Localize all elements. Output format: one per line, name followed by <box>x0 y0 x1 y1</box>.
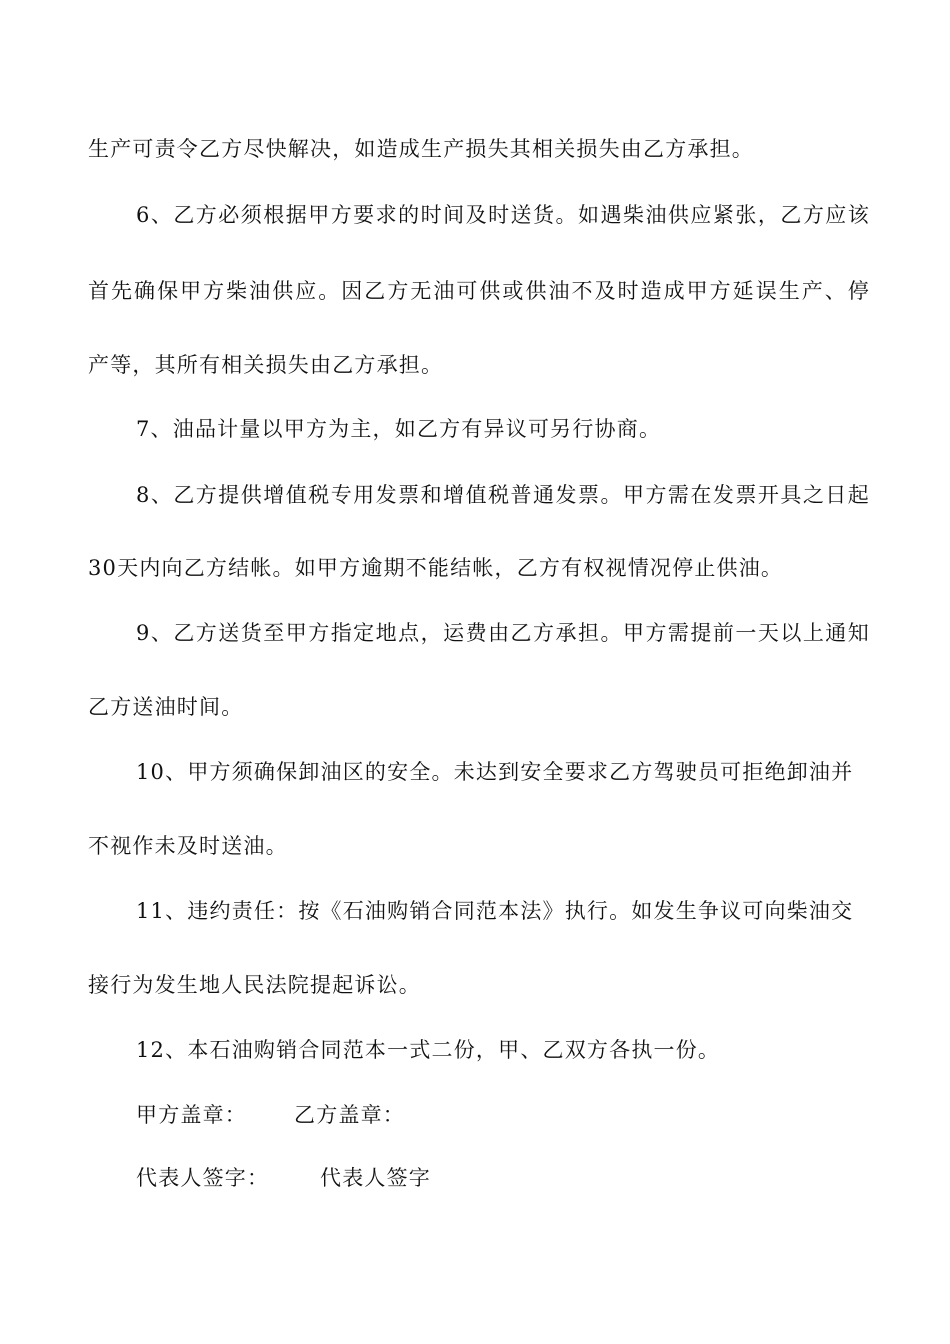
paragraph-line: 7、油品计量以甲方为主，如乙方有异议可另行协商。 <box>136 417 662 441</box>
paragraph-line: 产等，其所有相关损失由乙方承担。 <box>88 353 444 377</box>
party-a-representative-label: 代表人签字： <box>136 1166 270 1190</box>
paragraph-line: 9、乙方送货至甲方指定地点，运费由乙方承担。甲方需提前一天以上通知 <box>136 621 870 645</box>
paragraph-line: 6、乙方必须根据甲方要求的时间及时送货。如遇柴油供应紧张，乙方应该 <box>136 203 870 227</box>
paragraph-line: 8、乙方提供增值税专用发票和增值税普通发票。甲方需在发票开具之日起 <box>136 483 870 507</box>
paragraph-line: 乙方送油时间。 <box>88 695 244 719</box>
paragraph-line: 不视作未及时送油。 <box>88 834 288 858</box>
paragraph-line: 10、甲方须确保卸油区的安全。未达到安全要求乙方驾驶员可拒绝卸油并 <box>136 760 854 784</box>
party-a-seal-label: 甲方盖章： <box>136 1103 247 1127</box>
paragraph-line: 生产可责令乙方尽快解决，如造成生产损失其相关损失由乙方承担。 <box>88 137 754 161</box>
party-b-representative-label: 代表人签字 <box>320 1166 431 1190</box>
paragraph-line: 30天内向乙方结帐。如甲方逾期不能结帐，乙方有权视情况停止供油。 <box>88 556 784 580</box>
party-b-seal-label: 乙方盖章： <box>294 1103 405 1127</box>
paragraph-line: 接行为发生地人民法院提起诉讼。 <box>88 973 421 997</box>
paragraph-line: 首先确保甲方柴油供应。因乙方无油可供或供油不及时造成甲方延误生产、停 <box>88 279 870 303</box>
paragraph-line: 11、违约责任：按《石油购销合同范本法》执行。如发生争议可向柴油交 <box>136 899 854 923</box>
paragraph-line: 12、本石油购销合同范本一式二份，甲、乙双方各执一份。 <box>136 1038 721 1062</box>
